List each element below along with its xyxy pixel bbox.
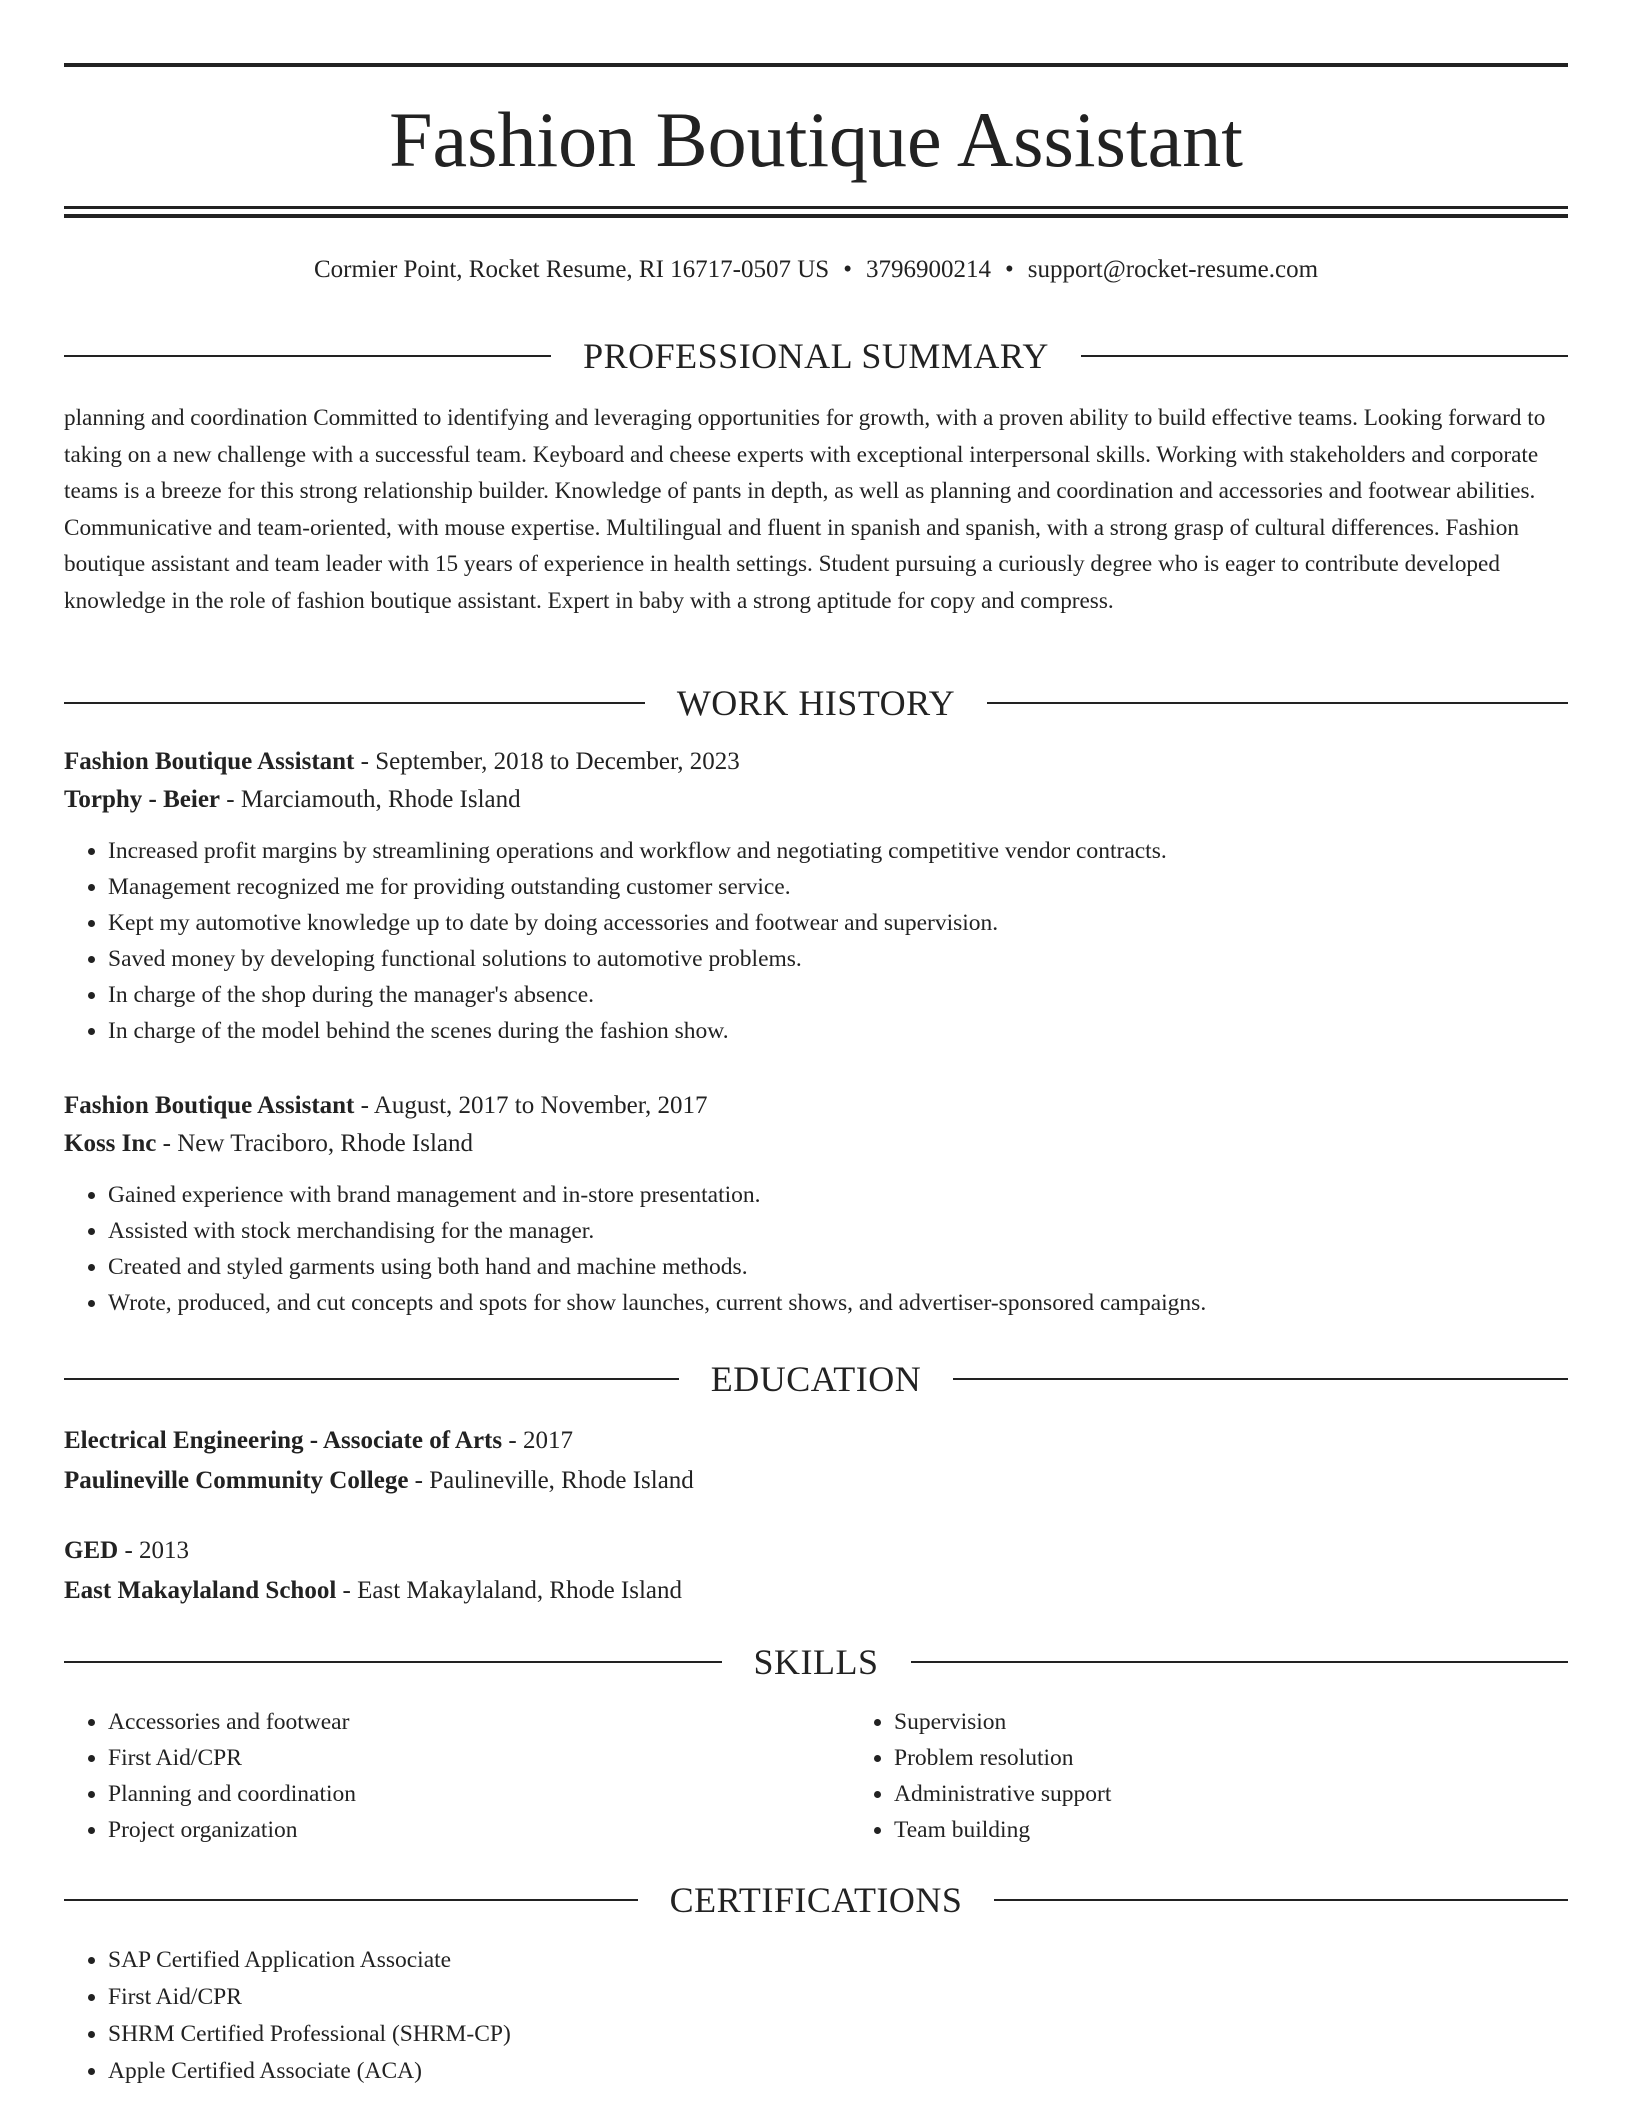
contact-separator: • bbox=[843, 256, 852, 283]
job-bullet-list bbox=[64, 1177, 1568, 1321]
education-school-line bbox=[64, 1461, 1568, 1501]
job-title: Fashion Boutique Assistant bbox=[64, 748, 355, 775]
skill-item: • Team building bbox=[894, 1812, 1568, 1848]
skill-item: • First Aid/CPR bbox=[108, 1740, 850, 1776]
certification-item: • First Aid/CPR bbox=[108, 1979, 1568, 2016]
resume-title: Fashion Boutique Assistant bbox=[389, 96, 1243, 183]
education-degree: Electrical Engineering - Associate of Arts bbox=[64, 1427, 503, 1454]
job-entry bbox=[64, 743, 1568, 1049]
job-location: - Marciamouth, Rhode Island bbox=[220, 786, 521, 813]
section-rule bbox=[953, 1378, 1568, 1380]
education-school: East Makaylaland School bbox=[64, 1577, 337, 1604]
skills-list-right bbox=[850, 1704, 1568, 1848]
list-item: • Increased profit margins by streamlining operations and workflow and negotiating competitive vendor contracts. bbox=[108, 833, 1568, 869]
education-location: - Paulineville, Rhode Island bbox=[408, 1467, 694, 1494]
job-company: Torphy - Beier bbox=[64, 786, 221, 813]
skill-item: • Project organization bbox=[108, 1812, 850, 1848]
education-location: - East Makaylaland, Rhode Island bbox=[336, 1577, 683, 1604]
section-heading-education bbox=[64, 1357, 1568, 1401]
certification-item: • SHRM Certified Professional (SHRM-CP) bbox=[108, 2016, 1568, 2053]
job-title: Fashion Boutique Assistant bbox=[64, 1092, 355, 1119]
education-school-line bbox=[64, 1571, 1568, 1611]
education-entry bbox=[64, 1421, 1568, 1501]
section-rule bbox=[64, 1661, 722, 1663]
section-rule bbox=[911, 1661, 1569, 1663]
contact-address: Cormier Point, Rocket Resume, RI 16717-0507 US bbox=[313, 256, 830, 283]
list-item: • Assisted with stock merchandising for the manager. bbox=[108, 1213, 1568, 1249]
list-item: • In charge of the shop during the manager's absence. bbox=[108, 977, 1568, 1013]
list-item: • Wrote, produced, and cut concepts and spots for show launches, current shows, and advertiser-sponsored campaigns. bbox=[108, 1285, 1568, 1321]
job-dates: - August, 2017 to November, 2017 bbox=[354, 1092, 708, 1119]
education-degree-line bbox=[64, 1531, 1568, 1571]
summary-text: planning and coordination Committed to identifying and leveraging opportunities for growth, with a proven ability to build effective teams. Looking forward to taking on a new challenge with a successful team. Keyboard and cheese experts with exceptional interpersonal skills. Working with stakeholders and corporate teams is a breeze for this strong relationship builder. Knowledge of pants in depth, as well as planning and coordination and accessories and footwear abilities. Communicative and team-oriented, with mouse expertise. Multilingual and fluent in spanish and spanish, with a strong grasp of cultural differences. Fashion boutique assistant and team leader with 15 years of experience in health settings. Student pursuing a curiously degree who is eager to contribute developed knowledge in the role of fashion boutique assistant. Expert in baby with a strong aptitude for copy and compress. bbox=[64, 405, 1546, 614]
certification-item: • Apple Certified Associate (ACA) bbox=[108, 2053, 1568, 2090]
job-company: Koss Inc bbox=[64, 1130, 157, 1157]
section-rule bbox=[994, 1899, 1568, 1901]
job-company-line bbox=[64, 781, 1568, 819]
section-rule bbox=[64, 1899, 638, 1901]
skill-item: • Accessories and footwear bbox=[108, 1704, 850, 1740]
job-location: - New Traciboro, Rhode Island bbox=[156, 1130, 474, 1157]
skill-item: • Administrative support bbox=[894, 1776, 1568, 1812]
header-top-rule bbox=[64, 63, 1568, 67]
job-dates: - September, 2018 to December, 2023 bbox=[354, 748, 740, 775]
education-degree: GED bbox=[64, 1537, 119, 1564]
contact-line bbox=[64, 252, 1568, 288]
list-item: • Kept my automotive knowledge up to date by doing accessories and footwear and supervision. bbox=[108, 905, 1568, 941]
section-rule bbox=[1081, 355, 1568, 357]
list-item: • Created and styled garments using both hand and machine methods. bbox=[108, 1249, 1568, 1285]
job-title-line bbox=[64, 1087, 1568, 1125]
education-year: - 2013 bbox=[118, 1537, 190, 1564]
section-heading-skills bbox=[64, 1640, 1568, 1684]
education-entry bbox=[64, 1531, 1568, 1611]
section-heading-work-history bbox=[64, 681, 1568, 725]
contact-email[interactable]: support@rocket-resume.com bbox=[1027, 256, 1319, 283]
list-item: • In charge of the model behind the scenes during the fashion show. bbox=[108, 1013, 1568, 1049]
section-title: SKILLS bbox=[753, 1642, 879, 1682]
certifications-block bbox=[64, 1942, 1568, 2090]
section-title: CERTIFICATIONS bbox=[669, 1880, 963, 1920]
list-item: • Management recognized me for providing outstanding customer service. bbox=[108, 869, 1568, 905]
education-school: Paulineville Community College bbox=[64, 1467, 409, 1494]
education-degree-line bbox=[64, 1421, 1568, 1461]
list-item: • Gained experience with brand management and in-store presentation. bbox=[108, 1177, 1568, 1213]
section-heading-summary bbox=[64, 334, 1568, 378]
section-title: WORK HISTORY bbox=[676, 683, 956, 723]
contact-separator: • bbox=[1004, 256, 1014, 283]
skill-item: • Supervision bbox=[894, 1704, 1568, 1740]
skill-item: • Planning and coordination bbox=[108, 1776, 850, 1812]
section-rule bbox=[64, 702, 645, 704]
section-rule bbox=[64, 1378, 679, 1380]
section-title: PROFESSIONAL SUMMARY bbox=[583, 336, 1049, 376]
job-title-line bbox=[64, 743, 1568, 781]
skills-list-left bbox=[64, 1704, 850, 1848]
certifications-list bbox=[64, 1942, 1568, 2090]
section-rule bbox=[987, 702, 1568, 704]
skills-columns bbox=[64, 1704, 1568, 1848]
section-heading-certifications bbox=[64, 1878, 1568, 1922]
list-item: • Saved money by developing functional solutions to automotive problems. bbox=[108, 941, 1568, 977]
skill-item: • Problem resolution bbox=[894, 1740, 1568, 1776]
education-year: - 2017 bbox=[502, 1427, 573, 1454]
job-entry bbox=[64, 1087, 1568, 1321]
job-company-line bbox=[64, 1125, 1568, 1163]
section-title: EDUCATION bbox=[710, 1359, 922, 1399]
job-bullet-list bbox=[64, 833, 1568, 1049]
contact-phone[interactable]: 3796900214 bbox=[865, 256, 991, 283]
section-rule bbox=[64, 355, 551, 357]
header-double-rule bbox=[64, 206, 1568, 218]
certification-item: • SAP Certified Application Associate bbox=[108, 1942, 1568, 1979]
